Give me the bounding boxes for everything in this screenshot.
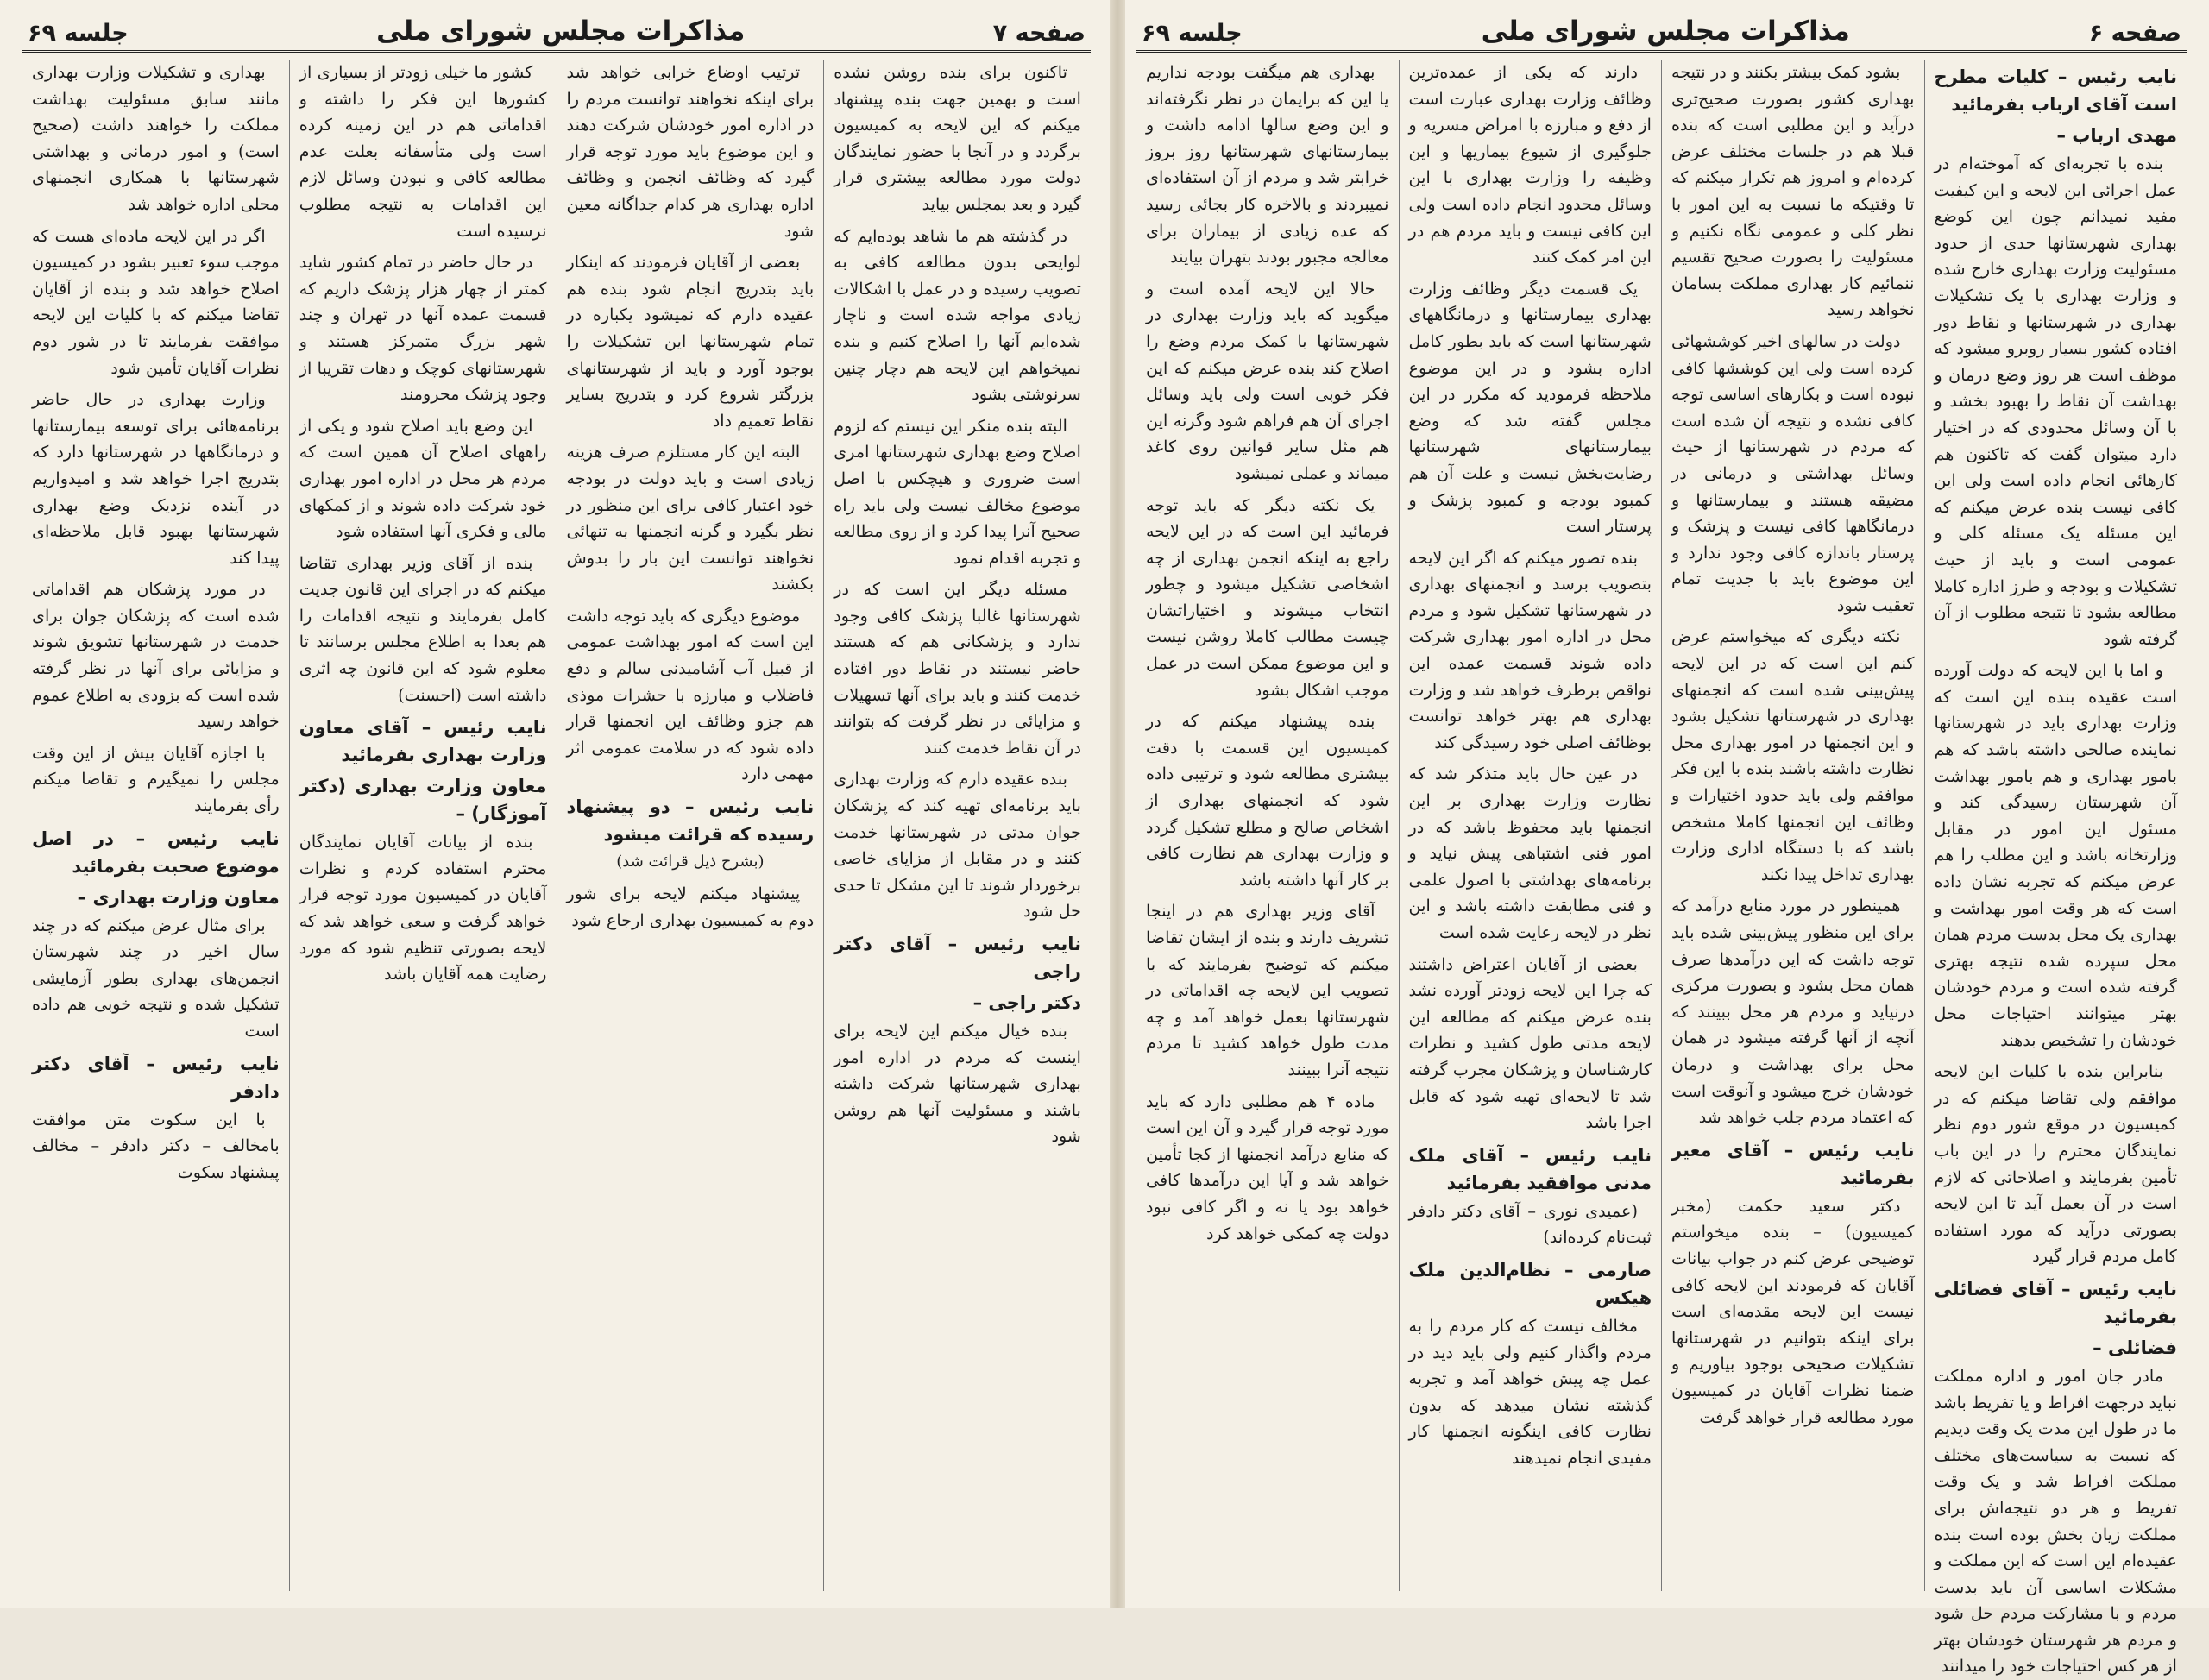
paragraph: بشود کمک بیشتر بکنند و در نتیجه بهداری کشور بصورت صحیح‌تری درآید و این مطلبی است که بنده قبلا هم در جلسات مختلف عرض کرده‌ام و امروز هم تکرار میکنم که تا وقتیکه ما نسبت به این امور با نظر کلی و عمومی نگاه نکنیم و مسئولیت را بصورت صحیح تقسیم ننمائیم کار بهداری مملکت بسامان نخواهد رسید	[1671, 62, 1915, 320]
paragraph: یک قسمت دیگر وظائف وزارت بهداری بیمارستانها و درمانگاههای شهرستانها است که باید بطور کامل اداره بشود و در این موضوع ملاحظه فرمودید که مکرر در این مجلس گفته شد که وضع بیمارستانهای شهرستانها رضایت‌بخش نیست و علت آن هم کمبود بودجه و کمبود پزشک و پرستار است	[1408, 278, 1652, 537]
page-title: مذاکرات مجلس شورای ملی	[376, 16, 746, 47]
speaker-heading: نایب رئیس – در اصل موضوع صحبت بفرمائید	[32, 827, 280, 877]
paragraph: بنده از بیانات آقایان نمایندگان محترم استفاده کردم و نظرات آقایان در کمیسیون مورد توجه قرار خواهد گرفت و سعی خواهد شد که لایحه بصورتی تنظیم شود که مورد رضایت همه آقایان باشد	[299, 832, 547, 985]
paragraph: بهداری و تشکیلات وزارت بهداری مانند سابق مسئولیت بهداشت مملکت را خواهند داشت (صحیح است) و امور درمانی و بهداشتی شهرستانها با همکاری انجمنهای محلی اداره خواهد شد	[32, 62, 280, 214]
session-number: جلسه ۶۹	[1142, 20, 1243, 47]
speaker-heading: نایب رئیس – کلیات مطرح است آقای ارباب بفرمائید	[1934, 66, 2177, 115]
paragraph: این وضع باید اصلاح شود و یکی از راههای اصلاح آن همین است که مردم هر محل در اداره امور بهداری خود شرکت داده شوند و از کمکهای مالی و فکری آنها استفاده شود	[299, 415, 547, 542]
paragraph: بنده از آقای وزیر بهداری تقاضا میکنم که در اجرای این قانون جدیت کامل بفرمایند و نتیجه اقدامات را هم بعدا به اطلاع مجلس برسانند تا معلوم شود که این قانون چه اثری داشته است (احسنت)	[299, 552, 547, 705]
session-number: جلسه ۶۹	[28, 20, 129, 47]
page-header-left	[22, 9, 1091, 53]
text-column	[1136, 60, 1399, 1591]
page-number: صفحه ۷	[992, 20, 1086, 47]
page-right	[1113, 0, 2209, 1677]
speaker-heading: معاون وزارت بهداری –	[77, 886, 280, 908]
paragraph: حالا این لایحه آمده است و میگوید که باید وزارت بهداری در شهرستانها با کمک مردم وضع را اصلاح کند بنده عرض میکنم که این فکر خوبی است ولی باید وسائل اجرای آن هم فراهم شود وگرنه این هم مثل سایر قوانین روی کاغذ میماند و عملی نمیشود	[1146, 278, 1389, 483]
paragraph: پیشنهاد میکنم لایحه برای شور دوم به کمیسیون بهداری ارجاع شود	[566, 884, 815, 930]
paragraph: بنده پیشنهاد میکنم که در کمیسیون این قسمت با دقت بیشتری مطالعه شود و ترتیبی داده شود که انجمنهای بهداری از اشخاص صالح و مطلع تشکیل گردد و وزارت بهداری هم نظارت کافی بر کار آنها داشته باشد	[1146, 711, 1389, 890]
speaker-heading: دکتر راجی –	[972, 992, 1081, 1013]
paragraph: دکتر سعید حکمت (مخبر کمیسیون) – بنده میخواستم توضیحی عرض کنم در جواب بیانات آقایان که فرمودند این لایحه کافی نیست این لایحه مقدمه‌ای است برای اینکه بتوانیم در شهرستانها تشکیلات صحیحی بوجود بیاوریم و ضمنا نظرات آقایان در کمیسیون مورد مطالعه قرار خواهد گرفت	[1671, 1195, 1915, 1427]
paragraph: با اجازه آقایان بیش از این وقت مجلس را نمیگیرم و تقاضا میکنم رأی بفرمایند	[32, 742, 280, 816]
paragraph: دارند که یکی از عمده‌ترین وظائف وزارت بهداری عبارت است از دفع و مبارزه با امراض مسریه و جلوگیری از شیوع بیماریها و این وظیفه را وزارت بهداری با این وسائل محدود انجام داده است ولی این کافی نیست و باید مردم هم در این امر کمک کنند	[1408, 62, 1652, 267]
paragraph: یک نکته دیگر که باید توجه فرمائید این است که در این لایحه راجع به اینکه انجمن بهداری از چه اشخاصی تشکیل میشود و چطور انتخاب میشوند و اختیاراتشان چیست مطالب کاملا روشن نیست و این موضوع ممکن است در عمل موجب اشکال بشود	[1146, 494, 1389, 700]
paragraph: (عمیدی نوری – آقای دکتر دادفر ثبت‌نام کرده‌اند)	[1408, 1200, 1652, 1248]
text-column	[823, 60, 1091, 1591]
paragraph: بعضی از آقایان اعتراض داشتند که چرا این لایحه زودتر آورده نشد بنده عرض میکنم که مطالعه این لایحه مدتی طول کشید و نظرات کارشناسان و پزشکان مجرب گرفته شد تا لایحه‌ای تهیه شود که قابل اجرا باشد	[1408, 953, 1652, 1133]
paragraph: مخالف نیست که کار مردم را به مردم واگذار کنیم ولی باید دید در عمل چه پیش خواهد آمد و تجربه گذشته نشان میدهد که بدون نظارت کافی اینگونه انجمنها کار مفیدی انجام نمیدهند	[1408, 1315, 1652, 1468]
text-column	[1661, 60, 1924, 1591]
paragraph: بنده با تجربه‌ای که آموخته‌ام در عمل اجرائی این لایحه و این کیفیت مفید نمیدانم چون این کوضع بهداری شهرستانها حدی از حدود مسئولیت وزارت بهداری خارج شده و وزارت بهداری با یک تشکیلات بهداری در شهرستانها و نقاط دور افتاده کشور بسیار روبرو میشود که موظف است هر روز وضع درمان و بهداشت آن نقاط را بهبود بخشد و با آن وسائل محدودی که در اختیار دارد میتوان گفت که تاکنون هم کارهائی انجام داده است ولی این کافی نیست بنده عرض میکنم که این مسئله یک مسئله کلی و عمومی است و باید از حیث تشکیلات و بودجه و طرز اداره کاملا مطالعه بشود تا نتیجه مطلوب از آن گرفته شود	[1934, 154, 2177, 649]
paragraph: بهداری هم میگفت بودجه نداریم یا این که برایمان در نظر نگرفته‌اند و این وضع سالها ادامه داشت و بیمارستانهای شهرستانها روز بروز خرابتر شد و مردم از آن استفاده‌ای نمیبردند و بالاخره کار بجائی رسید که عده زیادی از بیماران برای معالجه مجبور بودند بتهران بیایند	[1146, 62, 1389, 267]
page-title: مذاکرات مجلس شورای ملی	[1481, 16, 1850, 47]
paragraph: بنده عقیده دارم که وزارت بهداری باید برنامه‌ای تهیه کند که پزشکان جوان مدتی در شهرستانها خدمت کنند و در مقابل از مزایای خاصی برخوردار شوند تا این مشکل تا حدی حل شود	[834, 769, 1081, 922]
paragraph: بنده تصور میکنم که اگر این لایحه بتصویب برسد و انجمنهای بهداری در شهرستانها تشکیل شود و مردم محل در اداره امور بهداری شرکت داده شوند قسمت عمده این نواقص برطرف خواهد شد و وزارت بهداری هم بهتر خواهد توانست بوظائف اصلی خود رسیدگی کند	[1408, 547, 1652, 752]
text-column	[557, 60, 824, 1591]
speaker-heading: صارمی – نظام‌الدین ملک هیکس	[1408, 1259, 1652, 1308]
text-column	[1924, 60, 2187, 1677]
paragraph: بنابراین بنده با کلیات این لایحه موافقم ولی تقاضا میکنم که در کمیسیون در موقع شور دوم نظر نمایندگان محترم را در این باب تأمین بفرمایند و اصلاحاتی که لازم است در آن بعمل آید تا این لایحه بصورتی درآید که مورد استفاده کامل مردم قرار گیرد	[1934, 1061, 2177, 1267]
page-header-right	[1136, 9, 2187, 53]
speaker-heading: نایب رئیس – آقای دکتر راجی	[834, 934, 1081, 982]
speaker-heading: نایب رئیس – آقای معاون وزارت بهداری بفرمائید	[299, 717, 547, 766]
paragraph: وزارت بهداری در حال حاضر برنامه‌هائی برای توسعه بیمارستانها و درمانگاهها در شهرستانها دارد که بتدریج اجرا خواهد شد و امیدواریم در آینده نزدیک وضع بهداری شهرستانها بهبود قابل ملاحظه‌ای پیدا کند	[32, 389, 280, 568]
paragraph: در عین حال باید متذکر شد که نظارت وزارت بهداری بر این انجمنها باید محفوظ باشد که در امور فنی اشتباهی پیش نیاید و برنامه‌های بهداشتی با اصول علمی و فنی مطابقت داشته باشد و این نظر در لایحه رعایت شده است	[1408, 764, 1652, 942]
text-column	[289, 60, 557, 1591]
paragraph: مسئله دیگر این است که در شهرستانها غالبا پزشک کافی وجود ندارد و پزشکانی هم که هستند حاضر نیستند در نقاط دور افتاده خدمت کنند و باید برای آنها تسهیلات و مزایائی در نظر گرفت که بتوانند در آن نقاط خدمت کنند	[834, 579, 1081, 758]
speaker-heading: نایب رئیس – آقای معیر بفرمائید	[1671, 1139, 1915, 1188]
page-left	[0, 0, 1113, 1608]
paragraph: ترتیب اوضاع خرابی خواهد شد برای اینکه نخواهند توانست مردم را در اداره امور خودشان شرکت دهند و این موضوع باید مورد توجه قرار گیرد که وظائف انجمن و وظائف اداره بهداری هر کدام جداگانه معین شود	[566, 62, 815, 241]
paragraph: موضوع دیگری که باید توجه داشت این است که امور بهداشت عمومی از قبیل آب آشامیدنی سالم و دفع فاضلاب و مبارزه با حشرات موذی هم جزو وظائف این انجمنها قرار داده شود که در سلامت عمومی اثر مهمی دارد	[566, 605, 815, 784]
speaker-heading: نایب رئیس – دو پیشنهاد رسیده که قرائت میشود	[566, 796, 815, 846]
paragraph: البته این کار مستلزم صرف هزینه زیادی است و باید دولت در بودجه خود اعتبار کافی برای این منظور در نظر بگیرد و گرنه انجمنها به تنهائی نخواهند توانست این بار را بدوش بکشند	[566, 442, 815, 595]
text-column	[22, 60, 289, 1591]
paragraph: و اما با این لایحه که دولت آورده است عقیده بنده این است که وزارت بهداری باید در شهرستانها نماینده صالحی داشته باشد که هم بامور بهداری و هم بامور بهداشت آن شهرستان رسیدگی کند و مسئول این امور در مقابل وزارتخانه باشد و این مطلب را هم عرض میکنم که تجربه نشان داده است که هر وقت امور بهداشت و بهداری یک محل بدست مردم همان محل سپرده شده نتیجه بهتری گرفته شده است و مردم خودشان بهتر میتوانند احتیاجات محل خودشان را تشخیص بدهند	[1934, 660, 2177, 1050]
speaker-heading: نایب رئیس – آقای ملک مدنی موافقید بفرمائید	[1408, 1144, 1652, 1193]
speaker-heading: نایب رئیس – آقای دکتر دادفر	[32, 1053, 280, 1102]
speaker-heading: مهدی ارباب –	[2056, 125, 2177, 146]
speaker-heading: معاون وزارت بهداری (دکتر آموزگار) –	[299, 776, 547, 825]
paragraph: در مورد پزشکان هم اقداماتی شده است که پزشکان جوان برای خدمت در شهرستانها تشویق شوند و مزایائی برای آنها در نظر گرفته شده است که بزودی به اطلاع عموم خواهد رسید	[32, 579, 280, 732]
columns-right	[1136, 60, 2187, 1677]
paragraph: آقای وزیر بهداری هم در اینجا تشریف دارند و بنده از ایشان تقاضا میکنم که توضیح بفرمایند که با تصویب این لایحه چه اقداماتی در شهرستانها بعمل خواهد آمد و چه مدت طول خواهد کشید تا مردم نتیجه آنرا ببینند	[1146, 901, 1389, 1079]
paragraph: البته بنده منکر این نیستم که لزوم اصلاح وضع بهداری شهرستانها امری است ضروری و هیچکس با اصل موضوع مخالف نیست ولی باید راه صحیح آنرا پیدا کرد و از روی مطالعه و تجربه اقدام نمود	[834, 415, 1081, 568]
paragraph: در حال حاضر در تمام کشور شاید کمتر از چهار هزار پزشک داریم که قسمت عمده آنها در تهران و چند شهر بزرگ متمرکز هستند و شهرستانهای کوچک و دهات تقریبا از وجود پزشک محرومند	[299, 252, 547, 405]
paragraph: بنده خیال میکنم این لایحه برای اینست که مردم در اداره امور بهداری شهرستانها شرکت داشته باشند و مسئولیت آنها هم روشن شود	[834, 1021, 1081, 1147]
paragraph: ماده ۴ هم مطلبی دارد که باید مورد توجه قرار گیرد و آن این است که منابع درآمد انجمنها از کجا تأمین خواهد شد و آیا این درآمدها کافی خواهد بود یا نه و اگر کافی نبود دولت چه کمکی خواهد کرد	[1146, 1091, 1389, 1243]
text-column	[1399, 60, 1662, 1591]
paragraph: مادر جان امور و اداره مملکت نباید درجهت افراط و یا تفریط باشد ما در طول این مدت یک وقت دیدیم که نسبت به سیاست‌های مختلف مملکت افراط شد و یک وقت تفریط و هر دو نتیجه‌اش برای مملکت زیان بخش بوده است بنده عقیده‌ام این است که این مملکت و مشکلات اساسی آن باید بدست مردم و با مشارکت مردم حل شود و مردم هر شهرستان خودشان بهتر از هر کس احتیاجات خود را میدانند	[1934, 1365, 2177, 1677]
speaker-heading: فضائلی –	[2093, 1337, 2177, 1358]
columns-left	[22, 60, 1091, 1591]
paragraph: دولت در سالهای اخیر کوششهائی کرده است ولی این کوششها کافی نبوده است و بکارهای اساسی توجه کافی نشده و نتیجه آن شده است که مردم در شهرستانها از حیث وسائل بهداشتی و درمانی در مضیقه هستند و بیمارستانها و درمانگاهها کافی نیست و پزشک و پرستار باندازه کافی وجود ندارد و این موضوع باید با جدیت تمام تعقیب شود	[1671, 330, 1915, 615]
paragraph: بعضی از آقایان فرمودند که اینکار باید بتدریج انجام شود بنده هم عقیده دارم که نمیشود یکباره در تمام شهرستانها این تشکیلات را بوجود آورد و باید از شهرستانهای بزرگتر شروع کرد و بتدریج بسایر نقاط تعمیم داد	[566, 252, 815, 431]
paragraph: کشور ما خیلی زودتر از بسیاری از کشورها این فکر را داشته و اقداماتی هم در این زمینه کرده است ولی متأسفانه بعلت عدم مطالعه کافی و نبودن وسائل لازم این اقدامات به نتیجه مطلوب نرسیده است	[299, 62, 547, 241]
paragraph: تاکنون برای بنده روشن نشده است و بهمین جهت بنده پیشنهاد میکنم که این لایحه به کمیسیون برگردد و در آنجا با حضور نمایندگان دولت مورد مطالعه بیشتری قرار گیرد و بعد بمجلس بیاید	[834, 62, 1081, 214]
speaker-heading: نایب رئیس – آقای فضائلی بفرمائید	[1934, 1278, 2177, 1327]
paragraph: با این سکوت متن موافقت بامخالف – دکتر دادفر – مخالف پیشنهاد سکوت	[32, 1109, 280, 1182]
paragraph: نکته دیگری که میخواستم عرض کنم این است که در این لایحه پیش‌بینی شده است که انجمنهای بهداری در شهرستانها تشکیل بشود و این انجمنها در امور بهداری محل نظارت داشته باشند بنده با این فکر موافقم ولی باید حدود اختیارات و وظائف این انجمنها کاملا مشخص باشد که با دستگاه اداری وزارت بهداری تداخل پیدا نکند	[1671, 626, 1915, 884]
page-gutter	[1110, 0, 1125, 1608]
paragraph: اگر در این لایحه ماده‌ای هست که موجب سوء تعبیر بشود در کمیسیون اصلاح خواهد شد و بنده از آقایان تقاضا میکنم که با کلیات این لایحه موافقت بفرمایند تا در شور دوم نظرات آقایان تأمین شود	[32, 225, 280, 378]
procedural-note: (بشرح ذیل قرائت شد)	[616, 853, 765, 871]
paragraph: همینطور در مورد منابع درآمد که برای این منظور پیش‌بینی شده باید توجه داشت که این درآمدها صرف همان محل بشود و بصورت مرکزی درنیاید و مردم هر محل ببینند که آنچه از آنها گرفته میشود در همان محل برای بهداشت و درمان خودشان خرج میشود و آنوقت است که اعتماد مردم جلب خواهد شد	[1671, 896, 1915, 1128]
paragraph: برای مثال عرض میکنم که در چند سال اخیر در چند شهرستان انجمن‌های بهداری بطور آزمایشی تشکیل شده و نتیجه خوبی هم داده است	[32, 915, 280, 1041]
paragraph: در گذشته هم ما شاهد بوده‌ایم که لوایحی بدون مطالعه کافی به تصویب رسیده و در عمل با اشکالات زیادی مواجه شده است و ناچار شده‌ایم آنها را اصلاح کنیم و بنده نمیخواهم این لایحه هم دچار چنین سرنوشتی بشود	[834, 225, 1081, 405]
page-number: صفحه ۶	[2088, 20, 2181, 47]
